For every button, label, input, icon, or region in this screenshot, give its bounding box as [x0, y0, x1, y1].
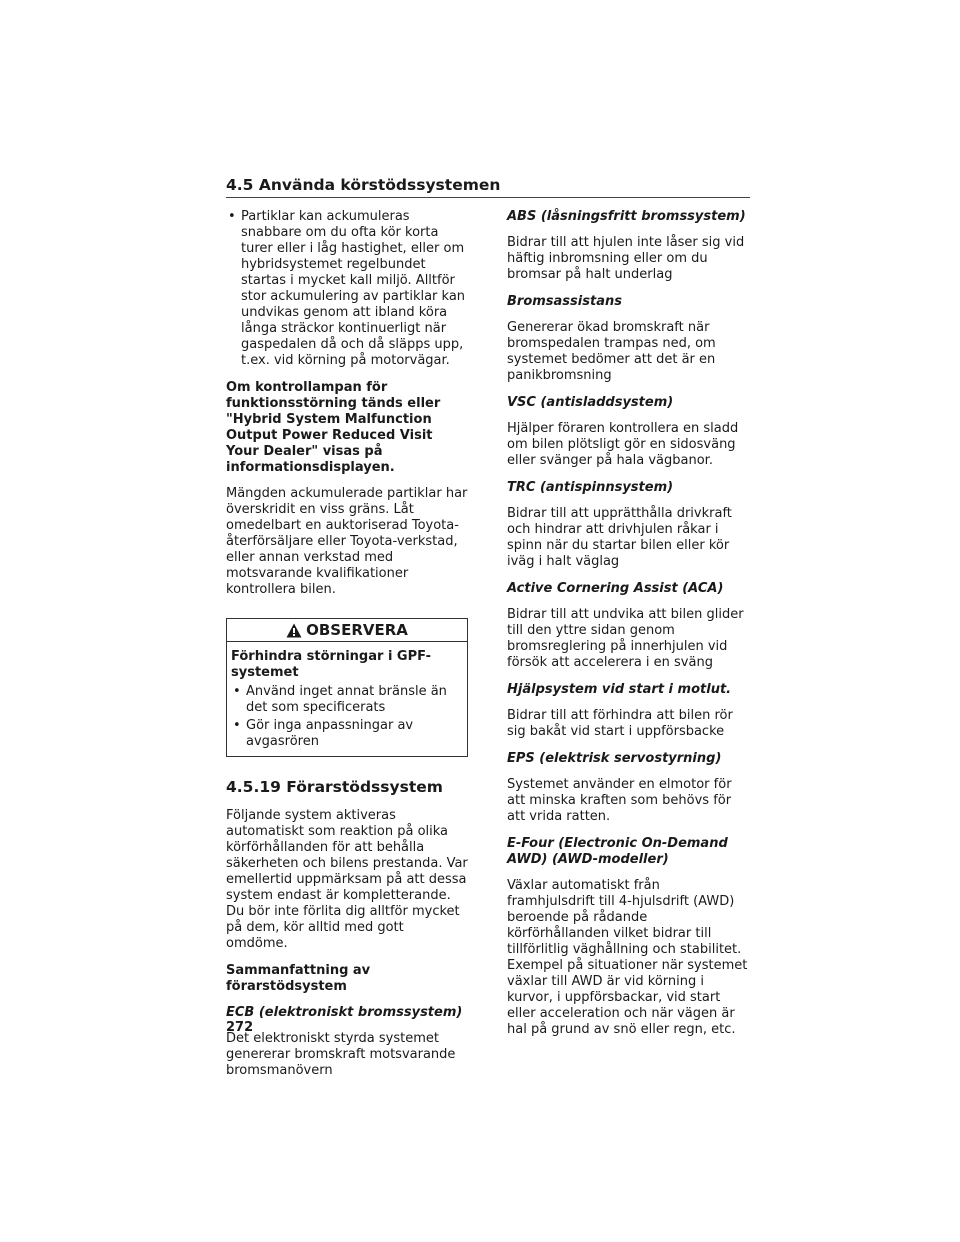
brake-assist-text: Genererar ökad bromskraft när bromspedalen trampas ned, om systemet bedömer att det är en panikbromsning — [507, 320, 716, 383]
page-number: 272 — [226, 1020, 254, 1035]
notice-title: OBSERVERA — [306, 621, 408, 639]
efour-heading: E-Four (Electronic On-Demand AWD) (AWD-modeller) — [507, 836, 728, 867]
notice-item: • Använd inget annat bränsle än det som specificerats — [231, 684, 463, 716]
warning-lamp-heading: Om kontrollampan för funktionsstörning tänds eller "Hybrid System Malfunction Output Power Reduced Visit Your Dealer" visas på informationsdisplayen. — [226, 380, 441, 475]
notice-box — [226, 618, 468, 757]
section-title: 4.5.19 Förarstödssystem — [226, 778, 443, 796]
vsc-text: Hjälper föraren kontrollera en sladd om bilen plötsligt gör en sidosväng eller svänger på hala vägbanor. — [507, 421, 739, 468]
eps-text: Systemet använder en elmotor för att minska kraften som behövs för att vrida ratten. — [507, 777, 732, 824]
abs-text: Bidrar till att hjulen inte låser sig vid häftig inbromsning eller om du bromsar på halt underlag — [507, 235, 745, 282]
bullet-particles: • Partiklar kan ackumuleras snabbare om du ofta kör korta turer eller i låg hastighet, eller om hybridsystemet regelbundet startas i mycket kall miljö. Alltför stor ackumulering av partiklar kan undvikas genom att ibland köra långa sträckor kontinuerligt när gaspedalen då och då släpps upp, t.ex. vid körning på motorvägar. — [226, 209, 468, 369]
trc-heading: TRC (antispinnsystem) — [507, 480, 674, 495]
ecb-text: Det elektroniskt styrda systemet genererar bromskraft motsvarande bromsmanövern — [226, 1031, 456, 1078]
right-column — [507, 209, 749, 1049]
hill-start-heading: Hjälpsystem vid start i motlut. — [507, 682, 732, 697]
warning-icon — [286, 623, 302, 638]
ecb-heading: ECB (elektroniskt bromssystem) — [226, 1005, 463, 1020]
vsc-heading: VSC (antisladdsystem) — [507, 395, 674, 410]
aca-text: Bidrar till att undvika att bilen glider till den yttre sidan genom bromsreglering på innerhjulen vid försök att accelerera i en sväng — [507, 607, 744, 670]
hill-start-text: Bidrar till att förhindra att bilen rör sig bakåt vid start i uppförsbacke — [507, 708, 733, 739]
section-header: 4.5 Använda körstödssystemen — [226, 176, 750, 198]
trc-text: Bidrar till att upprätthålla drivkraft och hindrar att drivhjulen råkar i spinn när du startar bilen eller kör iväg i halt väglag — [507, 506, 732, 569]
aca-heading: Active Cornering Assist (ACA) — [507, 581, 724, 596]
summary-heading: Sammanfattning av förarstödsystem — [226, 963, 371, 994]
section-intro: Följande system aktiveras automatiskt som reaktion på olika körförhållanden för att behålla säkerheten och bilens prestanda. Var emellertid uppmärksam på att dessa system endast är kompletterande. Du bör inte förlita dig alltför mycket på dem, kör alltid med gott omdöme. — [226, 808, 468, 951]
left-column — [226, 209, 468, 1090]
abs-heading: ABS (låsningsfritt bromssystem) — [507, 209, 746, 224]
notice-body — [227, 642, 467, 756]
notice-item: • Gör inga anpassningar av avgasrören — [231, 718, 463, 750]
warning-lamp-text: Mängden ackumulerade partiklar har överskridit en viss gräns. Låt omedelbart en auktoriserad Toyota-återförsäljare eller Toyota-verkstad, eller annan verkstad med motsvarande kvalifikationer kontrollera bilen. — [226, 486, 468, 597]
notice-header — [227, 619, 467, 642]
brake-assist-heading: Bromsassistans — [507, 294, 622, 309]
efour-text: Växlar automatiskt från framhjulsdrift till 4-hjulsdrift (AWD) beroende på rådande körförhållanden vilket bidrar till tillförlitlig väghållning och stabilitet. Exempel på situationer när systemet växlar till AWD är vid körning i kurvor, i uppförsbackar, vid start eller acceleration och när vägen är hal på grund av snö eller regn, etc. — [507, 878, 748, 1037]
notice-subtitle: Förhindra störningar i GPF-systemet — [231, 649, 432, 680]
eps-heading: EPS (elektrisk servostyrning) — [507, 751, 722, 766]
